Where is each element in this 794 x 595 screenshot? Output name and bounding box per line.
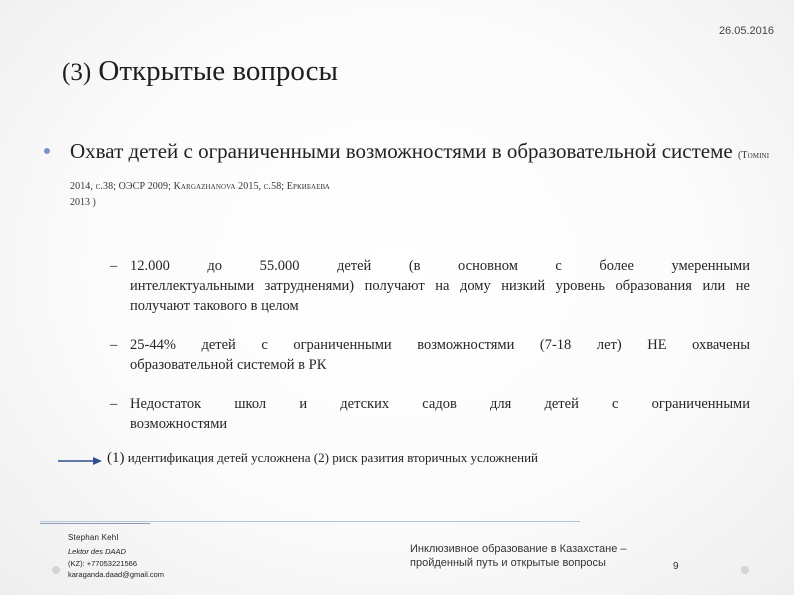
remark-num-2: (2)	[313, 450, 329, 465]
footer-title-line1: Инклюзивное образование в Казахстане –	[410, 543, 627, 555]
subitem-3	[110, 394, 750, 434]
main-bullet	[70, 138, 770, 200]
remark-num-1: (1)	[107, 450, 125, 466]
subitem-1-rest: интеллектуальными затрудненями) получают на дому низкий уровень образования или не получают такового в целом	[130, 278, 750, 314]
subitem-2	[110, 335, 750, 375]
bullet-icon	[44, 148, 50, 154]
main-bullet-text: Охват детей с ограниченными возможностями в образовательной системе	[70, 139, 733, 163]
author-phone: (KZ): +77053221566	[68, 559, 138, 568]
author-role: Lektor des DAAD	[68, 547, 126, 556]
footer-title-line2: пройденный путь и открытые вопросы	[410, 557, 606, 569]
title-number: (3)	[62, 59, 92, 86]
remark-part-2: риск разития вторичных усложнений	[332, 450, 538, 465]
author-block	[68, 532, 164, 580]
subitem-dash: –	[110, 396, 118, 412]
decor-dot-left	[52, 566, 60, 574]
title-text: Открытые вопросы	[98, 55, 338, 87]
main-bullet-citation: (Tomini 2014, с.38; ОЭСР 2009; Kargazhanova 2015, с.58; Еркибаева	[70, 150, 770, 192]
subitem-1	[110, 256, 750, 316]
footer-divider-accent	[40, 523, 150, 524]
subitem-2-line1: 25-44% детей с ограниченными возможностями (7-18 лет) НЕ охвачены	[130, 337, 750, 353]
subitem-2-rest: образовательной системой в РК	[130, 357, 327, 373]
footer-divider	[40, 521, 580, 522]
footer-title	[410, 542, 627, 570]
slide-date: 26.05.2016	[718, 25, 774, 37]
page-number: 9	[673, 561, 679, 572]
slide-title	[62, 55, 338, 88]
citation-continuation: 2013 )	[70, 197, 96, 208]
author-email: karaganda.daad@gmail.com	[68, 570, 165, 579]
remark-part-1: идентификация детей усложнена	[127, 450, 311, 465]
subitem-dash: –	[110, 337, 118, 353]
decor-dot-right	[741, 566, 749, 574]
subitem-1-line1: 12.000 до 55.000 детей (в основном с более умеренными	[130, 258, 750, 274]
subitem-dash: –	[110, 258, 118, 274]
remark-line	[107, 450, 538, 467]
author-name: Stephan Kehl	[68, 533, 119, 542]
arrow-right-icon	[57, 451, 103, 467]
subitem-3-rest: возможностями	[130, 416, 228, 432]
subitem-3-line1: Недостаток школ и детских садов для детей с ограниченными	[130, 396, 750, 412]
